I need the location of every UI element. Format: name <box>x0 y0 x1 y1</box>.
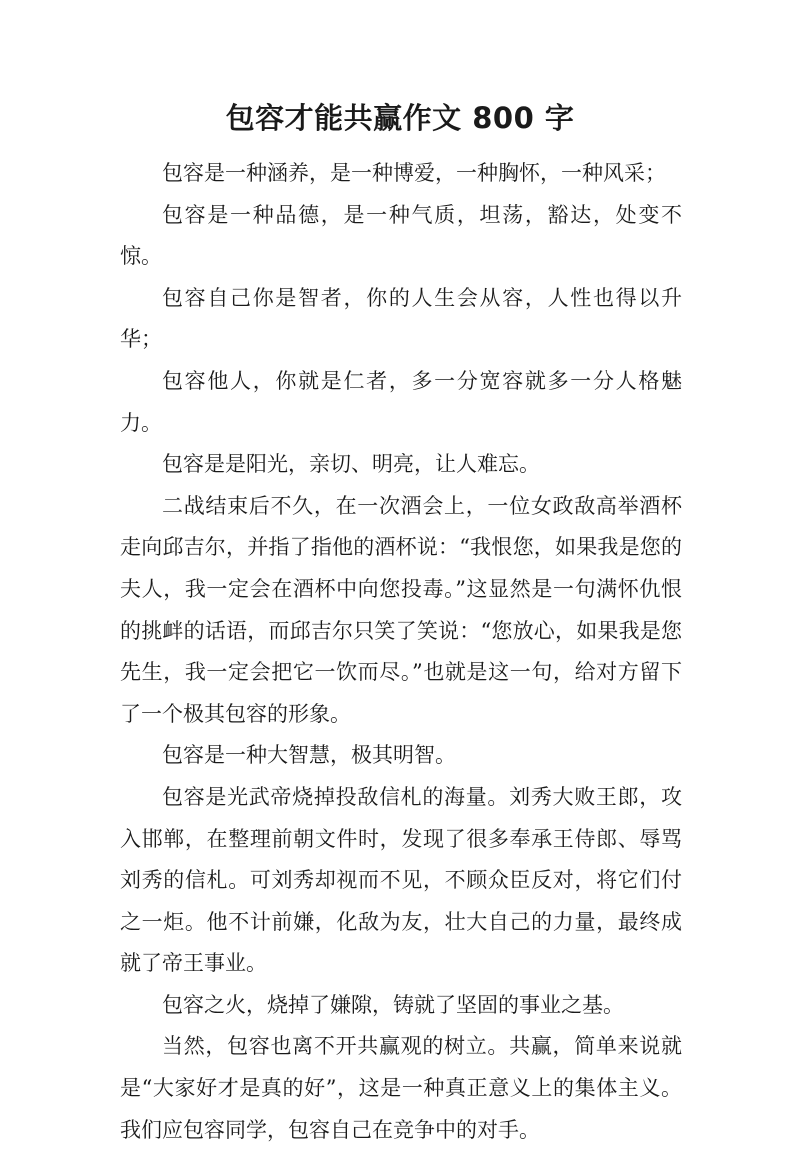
paragraph-4: 包容他人，你就是仁者，多一分宽容就多一分人格魅力。 <box>120 368 682 435</box>
document-title: 包容才能共赢作文 800 字 <box>225 101 575 135</box>
paragraph-10: 当然，包容也离不开共赢观的树立。共赢，简单来说就是“大家好才是真的好”，这是一种真正意义上的集体主义。我们应包容同学，包容自己在竞争中的对手。 <box>120 1034 682 1142</box>
paragraph-3: 包容自己你是智者，你的人生会从容，人性也得以升华； <box>120 285 682 352</box>
paragraph-6: 二战结束后不久，在一次酒会上，一位女政敌高举酒杯走向邱吉尔，并指了指他的酒杯说：“我恨您，如果我是您的夫人，我一定会在酒杯中向您投毒。”这显然是一句满怀仇恨的挑衅的话语，而邱吉尔只笑了笑说：“您放心，如果我是您先生，我一定会把它一饮而尽。”也就是这一句，给对方留下了一个极其包容的形象。 <box>120 493 682 726</box>
paragraph-8: 包容是光武帝烧掉投敌信札的海量。刘秀大败王郎，攻入邯郸，在整理前朝文件时，发现了很多奉承王侍郎、辱骂刘秀的信札。可刘秀却视而不见，不顾众臣反对，将它们付之一炬。他不计前嫌，化敌为友，壮大自己的力量，最终成就了帝王事业。 <box>120 784 682 976</box>
paragraph-2: 包容是一种品德，是一种气质，坦荡，豁达，处变不惊。 <box>120 202 682 269</box>
paragraph-9: 包容之火，烧掉了嫌隙，铸就了坚固的事业之基。 <box>162 992 624 1017</box>
document-body <box>120 153 682 1151</box>
paragraph-7: 包容是一种大智慧，极其明智。 <box>162 743 456 768</box>
paragraph-1: 包容是一种涵养，是一种博爱，一种胸怀，一种风采； <box>162 161 666 185</box>
paragraph-5: 包容是是阳光，亲切、明亮，让人难忘。 <box>162 452 540 477</box>
